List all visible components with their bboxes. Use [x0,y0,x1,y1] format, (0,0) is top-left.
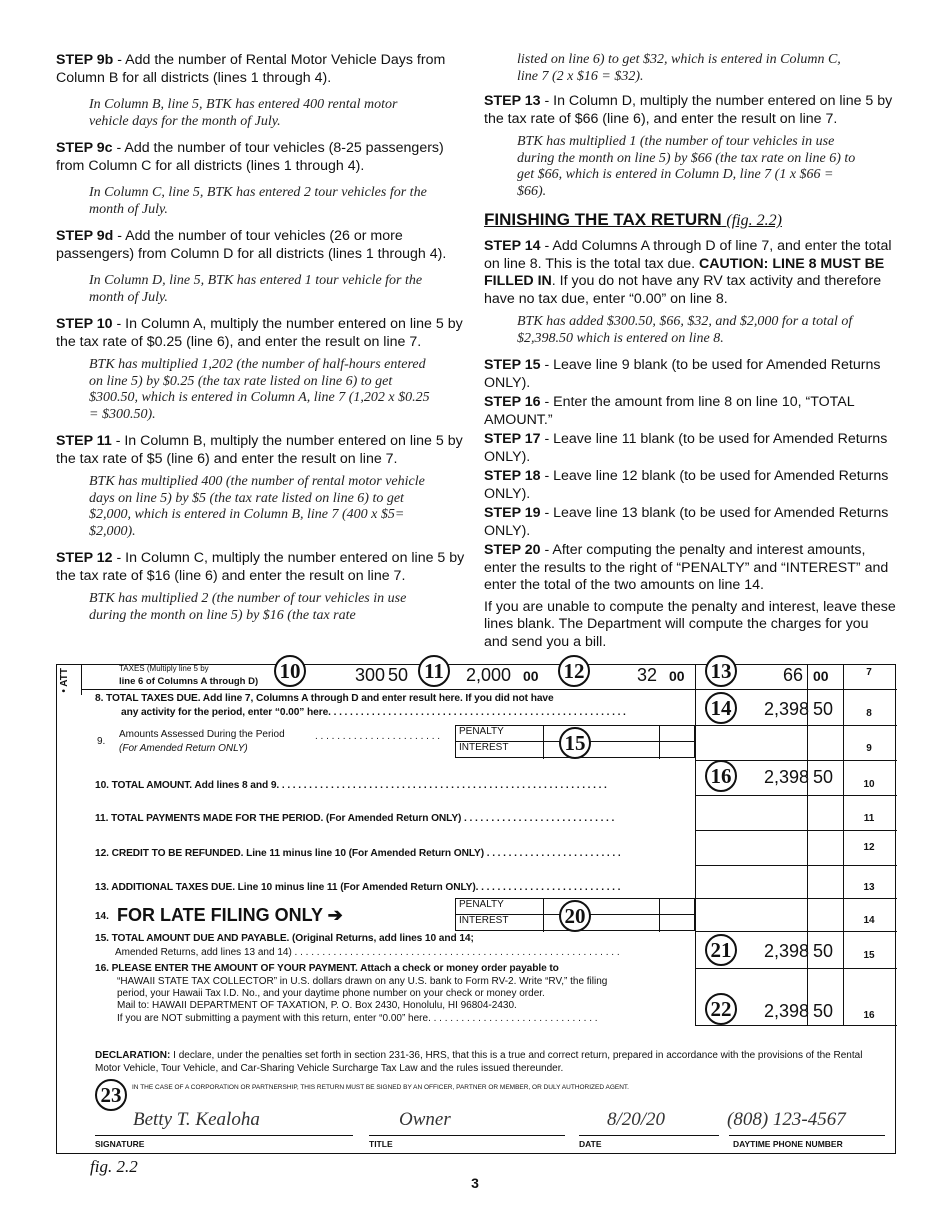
interest-label: INTEREST [459,742,509,753]
divider [543,898,544,932]
line-7-col-c-cents: 00 [669,668,685,684]
step-12 [56,550,468,585]
line-number: 11 [863,813,875,824]
line-10-label: 10. TOTAL AMOUNT. Add lines 8 and 9. . . . . . . . . . . . . . . . . . . . . . . . . . . . . . . . . . . . . . . . . . . . . . . . . . . . . . . . . . . . . [95,780,607,791]
line-8-cents: 50 [813,699,834,719]
line-8-dollars: 2,398 [763,699,809,719]
line-number: 13 [863,882,875,893]
line-number: 16 [863,1010,875,1021]
callout-11: 11 [418,655,450,687]
row-line [695,968,897,969]
step-14 [484,238,896,308]
line-7-col-a-cents: 50 [388,665,409,685]
line-16-text: period, your Hawaii Tax I.D. No., and your daytime phone number on your check or money order. [117,988,545,999]
step-text-2: . If you do not have any RV tax activity and therefore have no tax due, enter “0.00” on line 8. [484,273,882,307]
line-9-number-label: 9. [97,736,106,747]
line-number: 12 [863,842,875,853]
step-text: - In Column D, multiply the number entered on line 5 by the tax rate of $66 (line 6), and enter the result on line 7. [484,93,893,127]
signing-note: IN THE CASE OF A CORPORATION OR PARTNERSHIP, THIS RETURN MUST BE SIGNED BY AN OFFICER, PARTNER OR MEMBER, OR DULY AUTHORIZED AGENT. [132,1084,629,1091]
penalty-label: PENALTY [459,726,504,737]
signature-line [95,1135,353,1136]
line-14-number-label: 14. [95,911,109,922]
step-19 [484,505,896,540]
line-9-dots: . . . . . . . . . . . . . . . . . . . . . . . [315,731,441,742]
line-16-text: “HAWAII STATE TAX COLLECTOR” in U.S. dollars drawn on any U.S. bank to Form RV-2. Write “RV,” the filing [117,976,608,987]
callout-16: 16 [705,760,737,792]
date-value: 8/20/20 [607,1109,666,1130]
title-line [369,1135,565,1136]
declaration [95,1049,885,1075]
caution-text: CAUTION: LINE 8 MUST BE FILLED IN [484,255,885,289]
step-text: - Leave line 9 blank (to be used for Amended Returns ONLY). [484,357,881,391]
callout-14: 14 [705,692,737,724]
step-label: STEP 18 [484,468,541,484]
line-15-sublabel: Amended Returns, add lines 13 and 14) . . . . . . . . . . . . . . . . . . . . . . . . . . . . . . . . . . . . . . . . . . . . . . . . . . . . . . . . . . . [115,947,620,958]
step-9d-example: In Column D, line 5, BTK has entered 1 tour vehicle for the month of July. [89,273,423,305]
date-line [579,1135,719,1136]
step-12-example: BTK has multiplied 2 (the number of tour vehicles in use during the month on line 5) by $16 (the tax rate [89,591,407,623]
row-line [695,865,897,866]
step-text: - Add Columns A through D of line 7, and enter the total on line 8. This is the total tax due. [484,238,892,272]
date-label: DATE [579,1139,602,1149]
step-12-example-continued: listed on line 6) to get $32, which is entered in Column C, line 7 (2 x $16 = $32). [517,52,841,84]
line-9-label: Amounts Assessed During the Period [119,729,285,740]
callout-10: 10 [274,655,306,687]
left-column [56,52,468,634]
tax-form-figure [56,659,896,1154]
callout-12: 12 [558,655,590,687]
step-13 [484,93,896,128]
step-9c-example: In Column C, line 5, BTK has entered 2 tour vehicles for the month of July. [89,185,427,217]
phone-line [729,1135,885,1136]
step-10 [56,316,468,351]
line-number: 10 [863,779,875,790]
heading-text: FINISHING THE TAX RETURN [484,210,722,229]
step-label: STEP 9c [56,140,113,156]
right-column [484,52,896,661]
step-9b-example: In Column B, line 5, BTK has entered 400 rental motor vehicle days for the month of July. [89,97,398,129]
callout-13: 13 [705,655,737,687]
step-9b [56,52,468,87]
step-15 [484,357,896,392]
page-number: 3 [471,1175,479,1191]
line-number: 14 [863,915,875,926]
phone-value: (808) 123-4567 [727,1109,846,1130]
line-7-label: line 6 of Columns A through D) [119,676,259,687]
step-text: - In Column C, multiply the number entered on line 5 by the tax rate of $16 (line 6) and enter the result on line 7. [56,550,465,584]
step-11-example: BTK has multiplied 400 (the number of rental motor vehicle days on line 5) by $5 (the tax rate listed on line 6) to get $2,000, which is entered in Column B, line 7 (400 x $5= $2,000). [89,474,425,539]
callout-20: 20 [559,900,591,932]
line-11-label: 11. TOTAL PAYMENTS MADE FOR THE PERIOD. (For Amended Return ONLY) . . . . . . . . . . . . . . . . . . . . . . . . . . . . [95,813,615,824]
closing-paragraph: If you are unable to compute the penalty and interest, leave these lines blank. The Department will compute the charges for you and send you a bill. [484,598,896,650]
step-17 [484,431,896,466]
line-13-label: 13. ADDITIONAL TAXES DUE. Line 10 minus line 11 (For Amended Return ONLY). . . . . . . . . . . . . . . . . . . . . . . . . . . [95,882,621,893]
divider [659,725,660,759]
line-7-col-a-dollars: 300 [354,665,385,685]
line-8-label: any activity for the period, enter “0.00” here. . . . . . . . . . . . . . . . . . . . . . . . . . . . . . . . . . . . . . . . . . . . . . . . . . . . . . . [121,707,626,718]
line-7-col-c-dollars: 32 [636,665,657,685]
row-line [695,830,897,831]
step-label: STEP 11 [56,433,112,449]
step-label: STEP 17 [484,431,541,447]
row-line [695,795,897,796]
row-line [695,725,897,726]
step-text: - Add the number of tour vehicles (8-25 passengers) from Column C for all districts (lines 1 through 4). [56,140,444,174]
step-16 [484,394,896,429]
line-number: 7 [866,667,872,678]
line-16-label: 16. PLEASE ENTER THE AMOUNT OF YOUR PAYMENT. Attach a check or money order payable to [95,963,559,974]
declaration-text: I declare, under the penalties set forth in section 231-36, HRS, that this is a true and correct return, prepared in accordance with the provisions of the Rental Motor Vehicle, Tour Vehicle, and Car-Sharing Vehicle Surcharge Tax Law and the rules issued thereunder. [95,1050,863,1074]
step-text: - Add the number of tour vehicles (26 or more passengers) from Column D for all districts (lines 1 through 4). [56,228,447,262]
step-label: STEP 20 [484,542,541,558]
step-text: - Enter the amount from line 8 on line 10, “TOTAL AMOUNT.” [484,394,855,428]
step-label: STEP 15 [484,357,541,373]
interest-label: INTEREST [459,915,509,926]
line-10-dollars: 2,398 [763,767,809,787]
att-label: • ATT [59,668,70,693]
line-10-cents: 50 [813,767,834,787]
line-number: 8 [866,708,872,719]
section-heading [484,210,896,230]
step-label: STEP 16 [484,394,541,410]
line-16-text: If you are NOT submitting a payment with this return, enter “0.00” here. . . . . . . . . . . . . . . . . . . . . . . . . . . . . . . [117,1013,598,1024]
divider [543,725,544,759]
step-text: - In Column B, multiply the number entered on line 5 by the tax rate of $5 (line 6) and enter the result on line 7. [56,433,463,467]
line-15-dollars: 2,398 [763,941,809,961]
signature-label: SIGNATURE [95,1139,145,1149]
step-label: STEP 14 [484,238,541,254]
line-7-label: TAXES (Multiply line 5 by [119,664,209,673]
step-9d [56,228,468,263]
callout-21: 21 [705,934,737,966]
step-text: - After computing the penalty and interest amounts, enter the results to the right of “PENALTY” and “INTEREST” and enter the total of the two amounts on line 14. [484,542,889,593]
line-7-col-d-cents: 00 [813,668,829,684]
row-line [695,1025,897,1026]
line-7-col-b-cents: 00 [523,668,539,684]
divider [81,665,82,695]
step-label: STEP 9b [56,52,114,68]
step-10-example: BTK has multiplied 1,202 (the number of half-hours entered on line 5) by $0.25 (the tax rate listed on line 6) to get $300.50, which is entered in Column A, line 7 (1,202 x $0.25 = $300.50). [89,357,430,422]
step-13-example: BTK has multiplied 1 (the number of tour vehicles in use during the month on line 5) by $66 (the tax rate on line 6) to get $66, which is entered in Column D, line 7 (1 x $66 = $66). [517,134,856,199]
row-line [81,689,897,690]
figure-caption: fig. 2.2 [90,1157,138,1176]
step-label: STEP 12 [56,550,113,566]
step-text: - Leave line 11 blank (to be used for Amended Returns ONLY). [484,431,888,465]
divider [659,898,660,932]
step-18 [484,468,896,503]
line-16-cents: 50 [813,1001,834,1021]
phone-label: DAYTIME PHONE NUMBER [733,1139,843,1149]
title-label: TITLE [369,1139,393,1149]
line-15-cents: 50 [813,941,834,961]
step-label: STEP 10 [56,316,113,332]
line-number: 9 [866,743,872,754]
line-8-label: 8. TOTAL TAXES DUE. Add line 7, Columns A through D and enter result here. If you did not have [95,693,554,704]
step-11 [56,433,468,468]
step-text: - Add the number of Rental Motor Vehicle Days from Column B for all districts (lines 1 through 4). [56,52,446,86]
line-16-mail-address: Mail to: HAWAII DEPARTMENT OF TAXATION, P. O. Box 2430, Honolulu, HI 96804-2430. [117,1000,517,1011]
callout-15: 15 [559,727,591,759]
declaration-label: DECLARATION: [95,1050,171,1061]
title-value: Owner [399,1109,451,1130]
step-14-example: BTK has added $300.50, $66, $32, and $2,000 for a total of $2,398.50 which is entered on line 8. [517,314,853,346]
line-7-col-d-dollars: 66 [782,665,803,685]
step-text: - Leave line 12 blank (to be used for Amended Returns ONLY). [484,468,889,502]
line-7-col-b-dollars: 2,000 [465,665,511,685]
line-16-dollars: 2,398 [763,1001,809,1021]
step-text: - In Column A, multiply the number entered on line 5 by the tax rate of $0.25 (line 6), and enter the result on line 7. [56,316,463,350]
divider [695,665,696,1025]
callout-22: 22 [705,993,737,1025]
step-9c [56,140,468,175]
heading-fig-ref: (fig. 2.2) [726,212,782,229]
row-line [695,898,897,899]
late-filing-label: FOR LATE FILING ONLY ➔ [117,905,343,925]
step-text: - Leave line 13 blank (to be used for Amended Returns ONLY). [484,505,889,539]
line-number: 15 [863,950,875,961]
step-label: STEP 13 [484,93,541,109]
signature-value: Betty T. Kealoha [133,1109,260,1130]
step-label: STEP 9d [56,228,114,244]
line-15-label: 15. TOTAL AMOUNT DUE AND PAYABLE. (Original Returns, add lines 10 and 14; [95,933,474,944]
callout-23: 23 [95,1079,127,1111]
line-12-label: 12. CREDIT TO BE REFUNDED. Line 11 minus line 10 (For Amended Return ONLY) . . . . . . . . . . . . . . . . . . . . . . . . . [95,848,621,859]
step-label: STEP 19 [484,505,541,521]
penalty-label: PENALTY [459,899,504,910]
line-9-sublabel: (For Amended Return ONLY) [119,743,248,754]
step-20 [484,542,896,595]
row-line [695,931,897,932]
